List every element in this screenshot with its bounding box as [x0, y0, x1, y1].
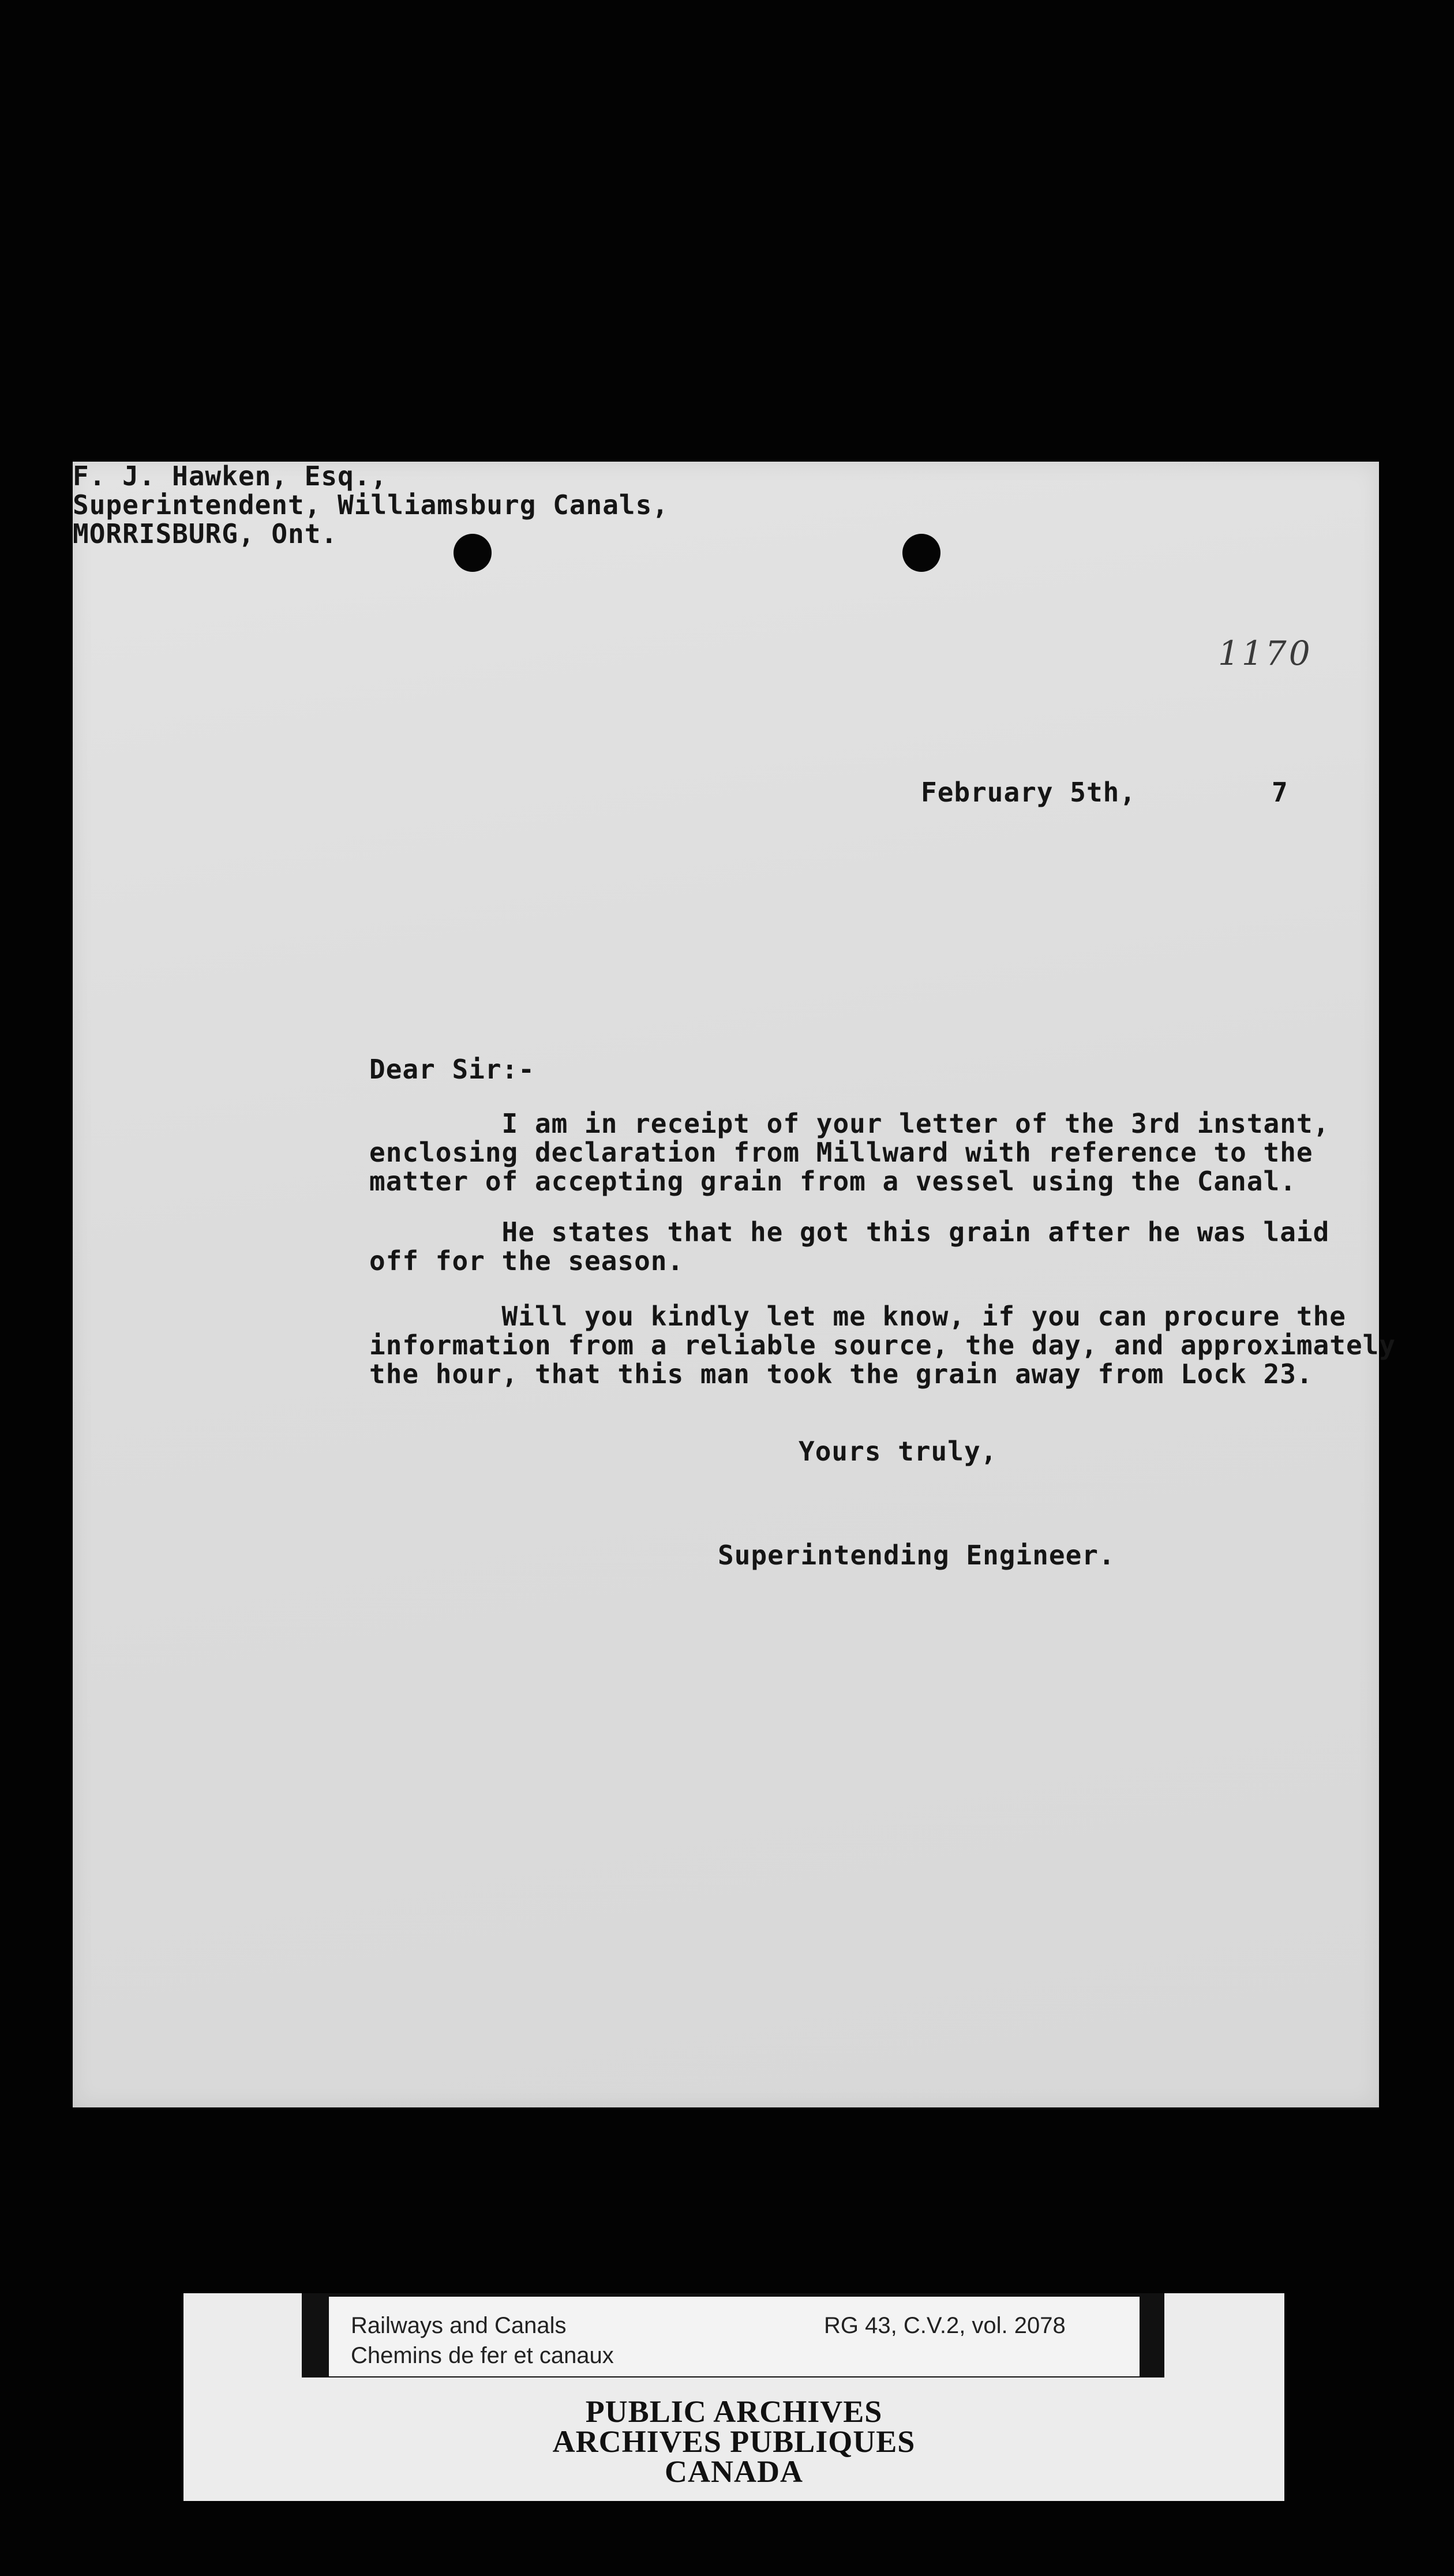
- body-paragraph-1: I am in receipt of your letter of the 3rd instant, enclosing declaration from Millward with reference to the matter of accepting grain from a vessel using the Canal.: [369, 1108, 1330, 1197]
- series-name-english: Railways and Canals: [351, 2313, 567, 2338]
- series-name-french: Chemins de fer et canaux: [351, 2343, 614, 2368]
- addressee-location: MORRISBURG, Ont.: [73, 518, 338, 549]
- archive-reference: RG 43, C.V.2, vol. 2078: [824, 2313, 1066, 2338]
- date-year-mark: 7: [1272, 777, 1288, 808]
- closing: Yours truly,: [799, 1436, 998, 1467]
- addressee-name: F. J. Hawken, Esq.,: [73, 460, 388, 492]
- body-paragraph-3: Will you kindly let me know, if you can procure the information from a reliable source, the day, and approximately the hour, that this man took the grain away from Lock 23.: [369, 1301, 1396, 1390]
- handwritten-document-number: 1170: [1218, 634, 1313, 673]
- signature-title: Superintending Engineer.: [718, 1540, 1115, 1571]
- archive-country: CANADA: [665, 2454, 803, 2489]
- addressee-block: [73, 462, 1379, 548]
- body-paragraph-2: He states that he got this grain after he was laid off for the season.: [369, 1216, 1330, 1276]
- letter-sheet: [73, 460, 1396, 2107]
- archive-title-english: PUBLIC ARCHIVES: [585, 2394, 883, 2429]
- letter-date: February 5th,: [921, 777, 1137, 808]
- addressee-title: Superintendent, Williamsburg Canals,: [73, 489, 669, 521]
- salutation: Dear Sir:-: [369, 1054, 535, 1085]
- archive-title-french: ARCHIVES PUBLIQUES: [552, 2424, 916, 2459]
